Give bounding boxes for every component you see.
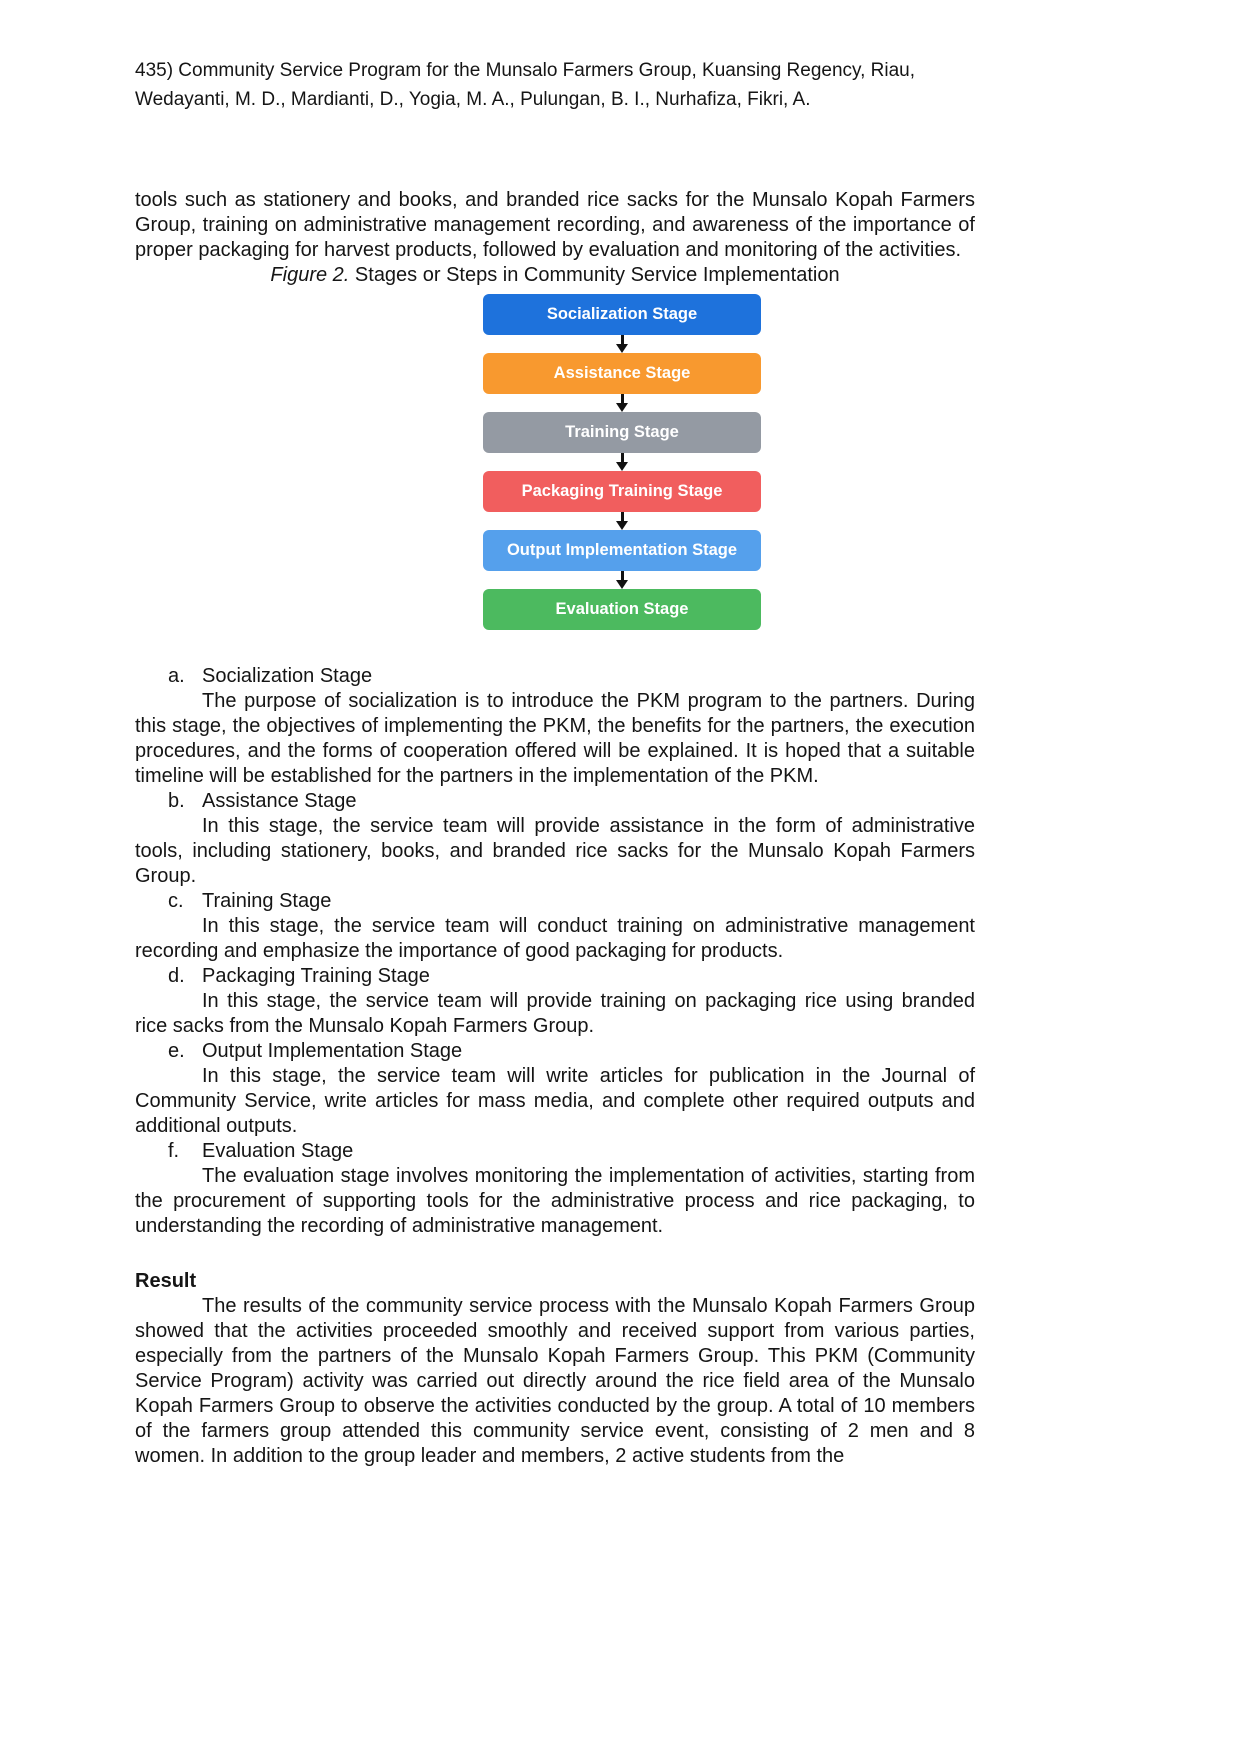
section-paragraph-c: In this stage, the service team will conduct training on administrative management recording and emphasize the importance of good packaging for products. [135,915,975,962]
arrow-down-icon [483,453,761,471]
running-header: 435) Community Service Program for the Munsalo Farmers Group, Kuansing Regency, Riau, Wedayanti, M. D., Mardianti, D., Yogia, M. A., Pulungan, B. I., Nurhafiza, Fikri, A. [135,60,916,110]
section-letter: d. [168,965,185,987]
section-heading-e [135,1039,975,1064]
section-letter: b. [168,790,185,812]
section-letter: c. [168,890,184,912]
section-title: Evaluation Stage [202,1140,354,1162]
section-letter: e. [168,1040,185,1062]
section-heading-f [135,1139,975,1164]
stage-box-assistance: Assistance Stage [483,353,761,394]
stage-box-training: Training Stage [483,412,761,453]
arrow-down-icon [483,335,761,353]
section-title: Packaging Training Stage [202,965,430,987]
section-letter: a. [168,665,185,687]
arrow-down-icon [483,571,761,589]
arrow-head [616,580,628,589]
section-title: Output Implementation Stage [202,1040,463,1062]
arrow-head [616,521,628,530]
arrow-down-icon [483,512,761,530]
section-heading-a [135,664,975,689]
section-paragraph-a: The purpose of socialization is to introduce the PKM program to the partners. During this stage, the objectives of implementing the PKM, the benefits for the partners, the execution procedures, and the forms of cooperation offered will be explained. It is hoped that a suitable timeline will be established for the partners in the implementation of the PKM. [135,690,975,787]
section-paragraph-f: The evaluation stage involves monitoring the implementation of activities, starting from the procurement of supporting tools for the administrative process and rice packaging, to understanding the recording of administrative management. [135,1165,975,1237]
section-title: Assistance Stage [202,790,357,812]
section-title: Training Stage [202,890,332,912]
section-paragraph-b: In this stage, the service team will provide assistance in the form of administrative tools, including stationery, books, and branded rice sacks for the Munsalo Kopah Farmers Group. [135,815,975,887]
result-heading: Result [135,1270,197,1292]
figure-caption [135,263,975,288]
figure-caption-label: Figure 2. [270,264,350,286]
arrow-down-icon [483,394,761,412]
stage-box-evaluation: Evaluation Stage [483,589,761,630]
result-paragraph: The results of the community service process with the Munsalo Kopah Farmers Group showed that the activities proceeded smoothly and received support from various parties, especially from the partners of the Munsalo Kopah Farmers Group. This PKM (Community Service Program) activity was carried out directly around the rice field area of the Munsalo Kopah Farmers Group to observe the activities conducted by the group. A total of 10 members of the farmers group attended this community service event, consisting of 2 men and 8 women. In addition to the group leader and members, 2 active students from the [135,1295,975,1467]
stage-sections [135,664,975,1239]
figure-caption-text: Stages or Steps in Community Service Implementation [349,264,840,286]
section-paragraph-e: In this stage, the service team will write articles for publication in the Journal of Community Service, write articles for mass media, and complete other required outputs and additional outputs. [135,1065,975,1137]
arrow-head [616,462,628,471]
section-heading-c [135,889,975,914]
section-paragraph-d: In this stage, the service team will provide training on packaging rice using branded rice sacks from the Munsalo Kopah Farmers Group. [135,990,975,1037]
section-heading-b [135,789,975,814]
section-title: Socialization Stage [202,665,373,687]
stage-box-packaging-training: Packaging Training Stage [483,471,761,512]
arrow-head [616,403,628,412]
stages-flowchart [483,294,761,630]
intro-paragraph: tools such as stationery and books, and branded rice sacks for the Munsalo Kopah Farmers Group, training on administrative management recording, and awareness of the importance of proper packaging for harvest products, followed by evaluation and monitoring of the activities. [135,189,975,261]
arrow-head [616,344,628,353]
section-heading-d [135,964,975,989]
stage-box-output-implementation: Output Implementation Stage [483,530,761,571]
stage-box-socialization: Socialization Stage [483,294,761,335]
section-letter: f. [168,1140,180,1162]
